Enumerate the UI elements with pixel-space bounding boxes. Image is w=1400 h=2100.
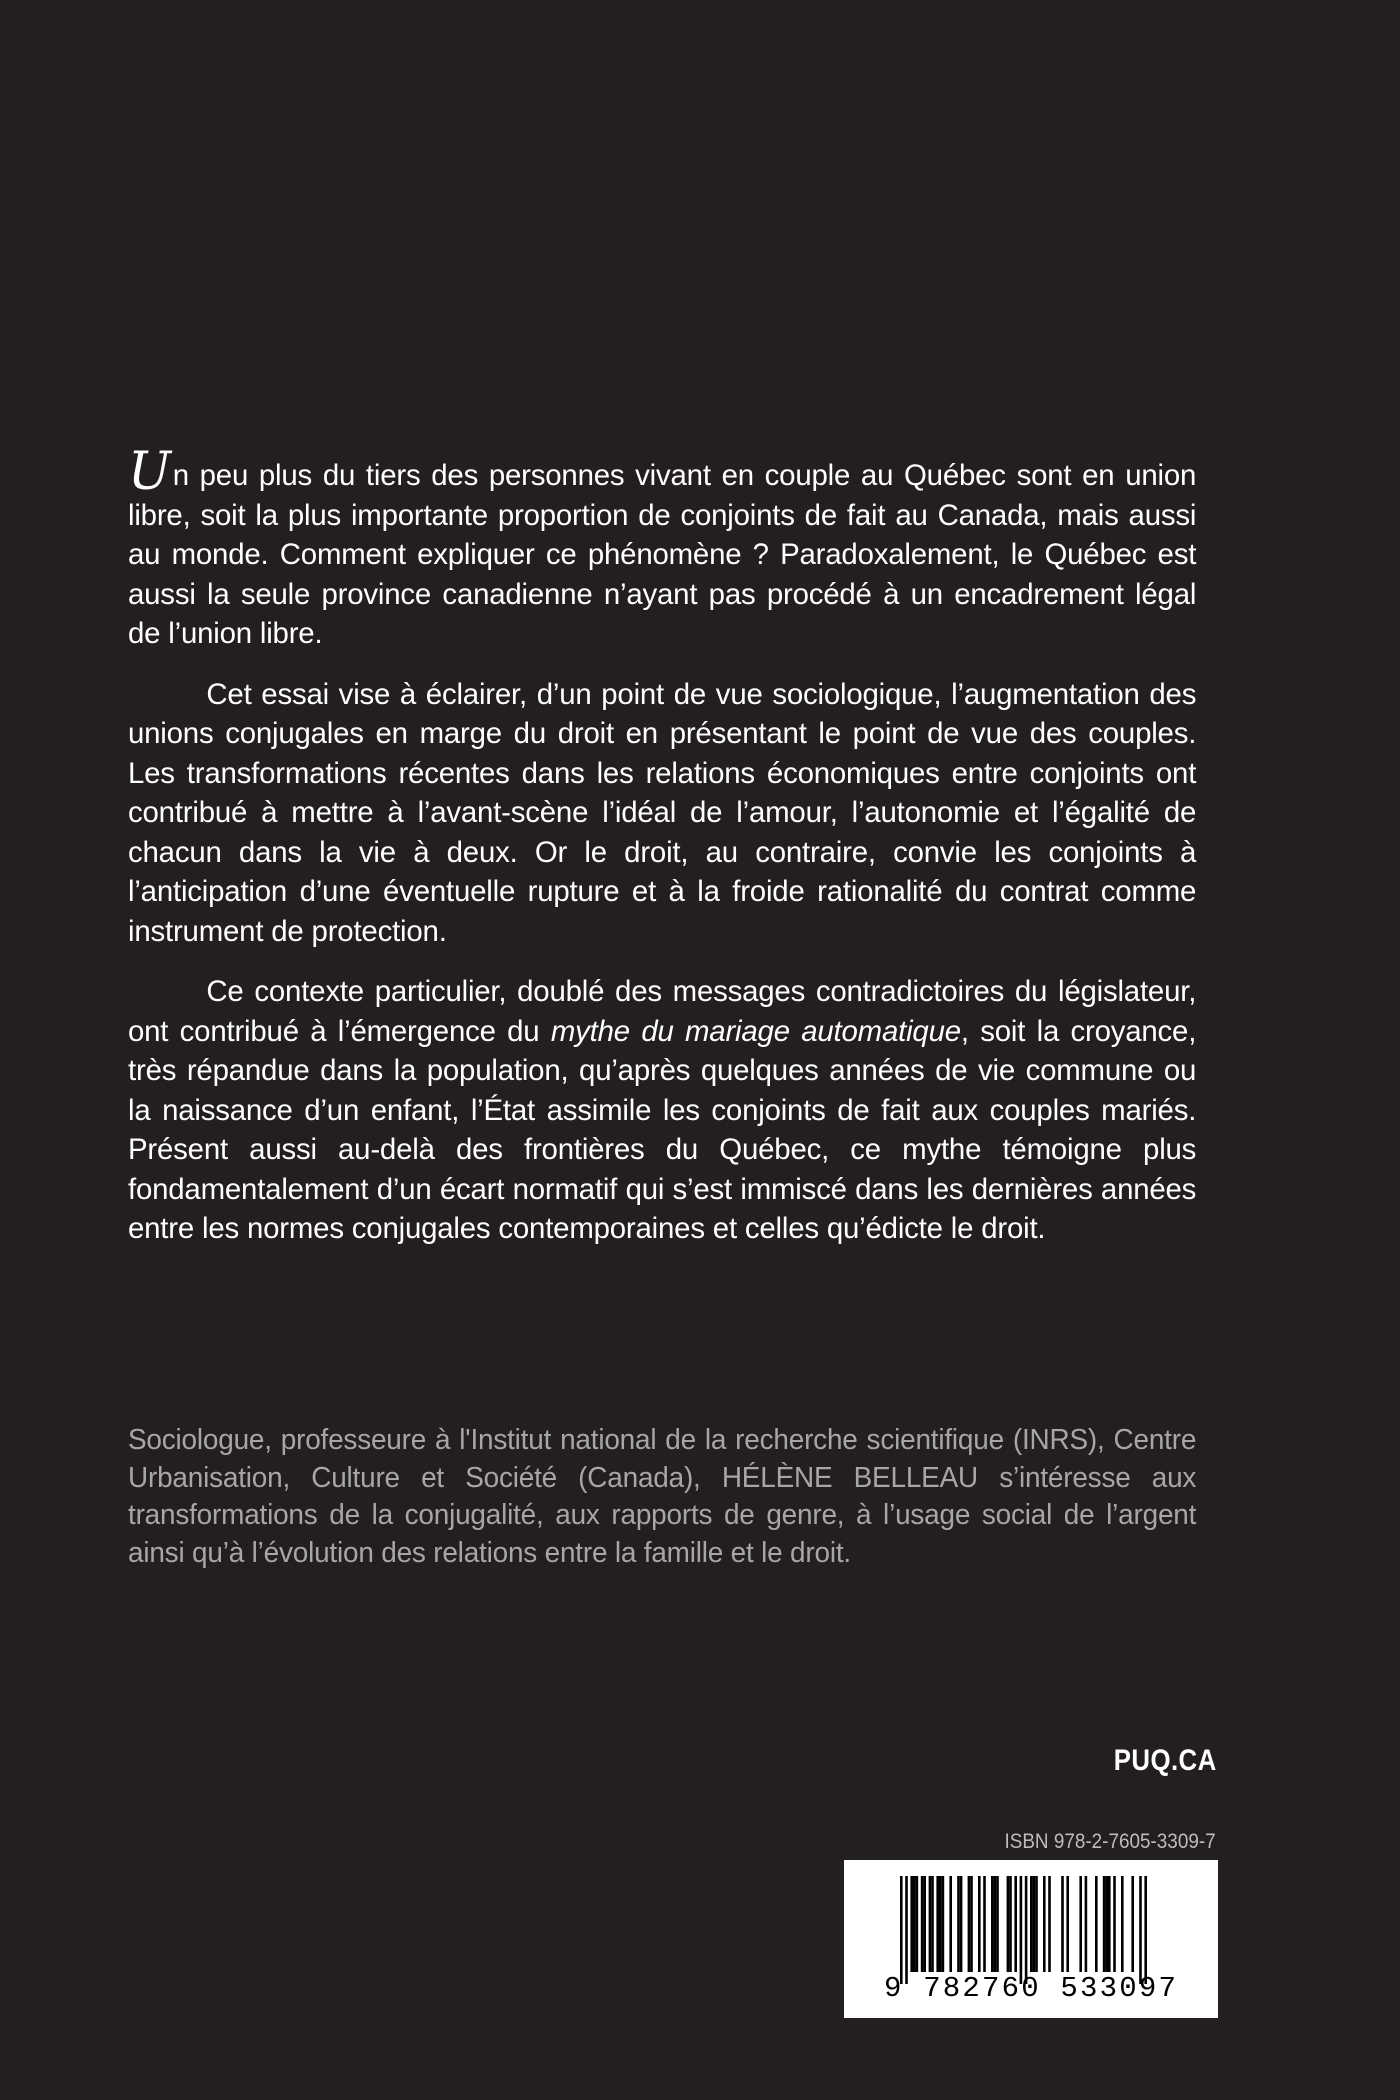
blurb-italic-phrase: mythe du mariage automatique [550,1014,961,1048]
barcode-bar [970,1876,973,1972]
barcode-bar [923,1876,926,1972]
barcode-bar [968,1876,971,1972]
barcode-bar [983,1876,986,1972]
barcode-bar [929,1876,932,1972]
barcode [844,1860,1218,2018]
barcode-bar [1085,1876,1088,1972]
barcode-bar [1139,1876,1142,1984]
barcode-bar [1095,1876,1098,1972]
isbn-label: ISBN 978-2-7605-3309-7 [1004,1830,1216,1853]
barcode-bar [931,1876,934,1972]
publisher-url: PUQ.CA [1114,1744,1217,1777]
barcode-bar [913,1876,916,1972]
barcode-bar [1009,1876,1012,1972]
barcode-bar [1020,1876,1023,1984]
drop-cap: U [128,442,171,502]
barcode-bar [1103,1876,1106,1972]
barcode-bar [978,1876,981,1972]
author-bio-paragraph [128,1422,1196,1572]
barcode-bar [1108,1876,1111,1972]
barcode-bar [1079,1876,1082,1972]
barcode-bar [1043,1876,1046,1972]
barcode-bar [1035,1876,1038,1972]
barcode-digits: 9 782760 533097 [884,1972,1179,2005]
author-name: HÉLÈNE BELLEAU [721,1461,979,1494]
barcode-bar [910,1876,913,1972]
blurb-paragraph-3-start: Ce contexte particulier, doublé des messages contradictoires du législateur, ont contribué à l’émergence du [128,975,1197,1048]
barcode-bar [942,1876,945,1972]
barcode-bar [957,1876,960,1972]
barcode-bar [916,1876,919,1972]
barcode-bar [1014,1876,1017,1972]
barcode-bar [994,1876,997,1972]
blurb-paragraph-1-text: n peu plus du tiers des personnes vivant en couple au Québec sont en union libre, soit la plus importante proportion de conjoints de fait au Canada, mais aussi au monde. Comment expliquer ce phénomène ? Paradoxalement, le Québec est aussi la seule province canadienne n’ayant pas procédé à un encadrement légal de l’union libre. [128,459,1197,650]
barcode-bar [1105,1876,1108,1972]
author-bio-start: Sociologue, professeure à l'Institut national de la recherche scientifique (INRS), Centre Urbanisation, Culture et Société (Canada), [128,1424,1197,1494]
barcode-bar [1121,1876,1124,1972]
author-bio-end: s’intéresse aux transformations de la conjugalité, aux rapports de genre, à l’usage social de l’argent ainsi qu’à l’évolution des relations entre la famille et le droit. [128,1461,1197,1569]
barcode-bar [949,1876,952,1972]
barcode-bar [1113,1876,1116,1972]
barcode-bar [905,1876,908,1984]
blurb-paragraph-1 [128,442,1197,654]
barcode-bar [936,1876,939,1972]
barcode-bar [1048,1876,1051,1972]
barcode-bar [921,1876,924,1972]
barcode-bar [1061,1876,1064,1972]
barcode-bar [1066,1876,1069,1972]
barcode-bar [900,1876,903,1984]
blurb-paragraph-3-end: , soit la croyance, très répandue dans la population, qu’après quelques années de vie commune ou la naissance d’un enfant, l’État assimile les conjoints de fait aux couples mariés. Présent aussi au-delà des frontières du Québec, ce mythe témoigne plus fondamentalement d’un écart normatif qui s’est immiscé dans les dernières années entre les normes conjugales contemporaines et celles qu’édicte le droit. [128,1014,1197,1245]
barcode-bar [939,1876,942,1972]
barcode-bar [1131,1876,1134,1972]
author-bio [128,1422,1196,1572]
barcode-bar [1030,1876,1033,1972]
barcode-bar [1025,1876,1028,1984]
blurb-text [128,442,1197,1270]
barcode-bar [960,1876,963,1972]
barcode-bar [996,1876,999,1972]
barcode-bar [1033,1876,1036,1972]
blurb-paragraph-3 [128,972,1196,1249]
barcode-bar [1007,1876,1010,1972]
barcode-bar [1144,1876,1147,1984]
barcode-bar [991,1876,994,1972]
blurb-paragraph-2: Cet essai vise à éclairer, d’un point de vue sociologique, l’augmentation des unions conjugales en marge du droit en présentant le point de vue des couples. Les transformations récentes dans les relations économiques entre conjoints ont contribué à mettre à l’avant-scène l’idéal de l’amour, l’autonomie et l’égalité de chacun dans la vie à deux. Or le droit, au contraire, convie les conjoints à l’anticipation d’une éventuelle rupture et à la froide rationalité du contrat comme instrument de protection. [128,677,1197,948]
